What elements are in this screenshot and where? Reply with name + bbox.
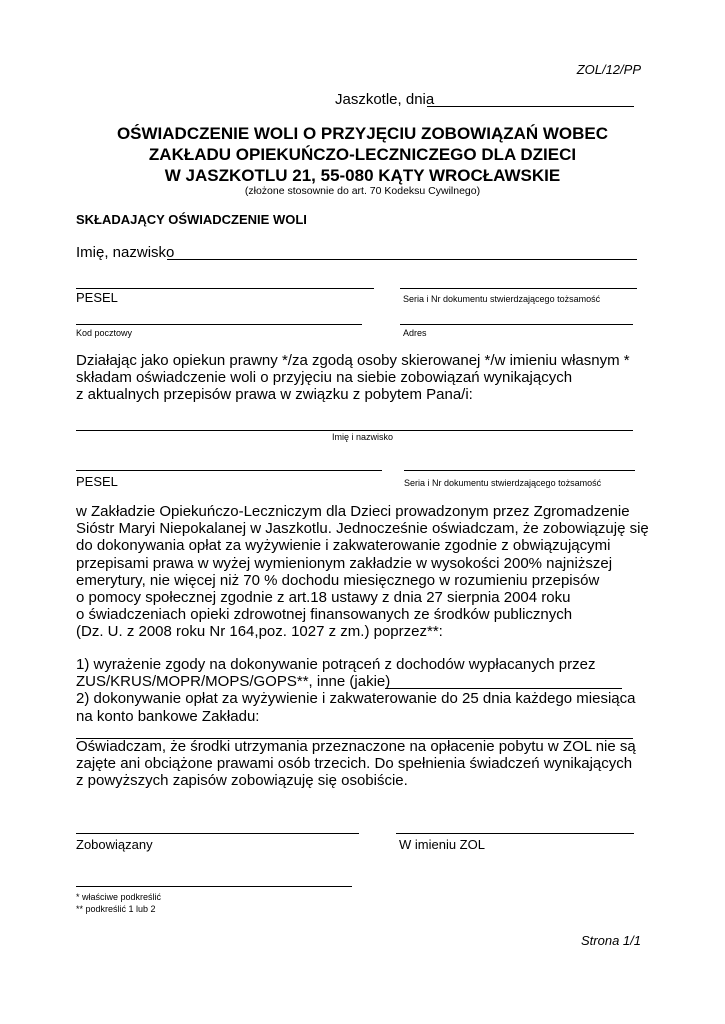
zol-signature-label: W imieniu ZOL [399, 837, 485, 852]
main-line: przepisami prawa w wyżej wymienionym zakładzie w wysokości 200% najniższej [76, 554, 613, 572]
main-line: w Zakładzie Opiekuńczo-Leczniczym dla Dzieci prowadzonym przez Zgromadzenie [76, 503, 630, 520]
place-date-label: Jaszkotle, dnia [335, 91, 435, 108]
patient-name-label: Imię i nazwisko [331, 432, 394, 442]
footnote-1: * właściwe podkreślić [76, 892, 162, 902]
patient-name-field[interactable] [76, 430, 633, 431]
date-field[interactable] [427, 106, 634, 107]
option-line: 1) wyrażenie zgody na dokonywanie potrąceń z dochodów wypłacanych przez [76, 656, 596, 673]
declaration-line: Oświadczam, że środki utrzymania przeznaczone na opłacenie pobytu w ZOL nie są [76, 738, 636, 755]
title-line-2: ZAKŁADU OPIEKUŃCZO-LECZNICZEGO DLA DZIECI [148, 145, 577, 164]
option-line: na konto bankowe Zakładu: [76, 707, 260, 725]
declaration-line: zajęte ani obciążone prawami osób trzecich. Do spełnienia świadczeń wynikających [76, 755, 633, 773]
footnote-separator [76, 886, 352, 887]
declaration-line: z powyższych zapisów zobowiązuję się osobiście. [76, 772, 408, 790]
main-paragraph [76, 503, 649, 641]
main-line: do dokonywania opłat za wyżywienie i zakwaterowanie zgodnie z obwiązującymi [76, 537, 611, 555]
page-number: Strona 1/1 [581, 933, 641, 948]
declarant-name-field[interactable] [167, 259, 637, 260]
other-source-field[interactable] [385, 688, 622, 689]
obligor-signature-label: Zobowiązany [76, 837, 153, 852]
main-line: Sióstr Maryi Niepokalanej w Jaszkotlu. Jednocześnie oświadczam, że zobowiązuję się [76, 520, 649, 538]
footnote-2: ** podkreślić 1 lub 2 [76, 904, 156, 914]
patient-id-doc-label: Seria i Nr dokumentu stwierdzającego tożsamość [404, 478, 602, 488]
intro-line: składam oświadczenie woli o przyjęciu na siebie zobowiązań wynikających [76, 369, 573, 387]
subtitle: (złożone stosownie do art. 70 Kodeksu Cywilnego) [244, 185, 481, 197]
declarant-pesel-label: PESEL [76, 290, 118, 305]
title-line-3: W JASZKOTLU 21, 55-080 KĄTY WROCŁAWSKIE [164, 166, 561, 185]
main-line: emerytury, nie więcej niż 70 % dochodu miesięcznego w rozumieniu przepisów [76, 571, 600, 589]
patient-pesel-field[interactable] [76, 470, 382, 471]
postal-code-label: Kod pocztowy [76, 328, 133, 338]
option-line: ZUS/KRUS/MOPR/MOPS/GOPS**, inne (jakie) [76, 673, 391, 691]
option-line: 2) dokonywanie opłat za wyżywienie i zakwaterowanie do 25 dnia każdego miesiąca [76, 690, 636, 708]
address-field[interactable] [400, 324, 633, 325]
section-heading: SKŁADAJĄCY OŚWIADCZENIE WOLI [76, 212, 307, 227]
form-code: ZOL/12/PP [576, 62, 641, 77]
intro-line: Działając jako opiekun prawny */za zgodą osoby skierowanej */w imieniu własnym * [76, 352, 630, 369]
main-line: o świadczeniach opieki zdrowotnej finansowanych ze środków publicznych [76, 606, 573, 624]
postal-code-field[interactable] [76, 324, 362, 325]
declarant-id-doc-label: Seria i Nr dokumentu stwierdzającego tożsamość [403, 294, 601, 304]
declarant-id-doc-field[interactable] [400, 288, 637, 289]
zol-signature-field[interactable] [396, 833, 634, 834]
main-line: (Dz. U. z 2008 roku Nr 164,poz. 1027 z zm.) poprzez**: [76, 623, 443, 641]
declaration-paragraph [76, 738, 636, 790]
patient-pesel-label: PESEL [76, 474, 118, 489]
intro-line: z aktualnych przepisów prawa w związku z pobytem Pana/i: [76, 386, 473, 404]
patient-id-doc-field[interactable] [404, 470, 635, 471]
intro-paragraph [76, 352, 630, 404]
main-line: o pomocy społecznej zgodnie z art.18 ustawy z dnia 27 sierpnia 2004 roku [76, 589, 571, 607]
title-line-1: OŚWIADCZENIE WOLI O PRZYJĘCIU ZOBOWIĄZAŃ WOBEC [116, 124, 609, 143]
declarant-name-label: Imię, nazwisko [76, 244, 175, 261]
obligor-signature-field[interactable] [76, 833, 359, 834]
address-label: Adres [403, 328, 427, 338]
options-paragraph [76, 656, 635, 725]
declarant-pesel-field[interactable] [76, 288, 374, 289]
